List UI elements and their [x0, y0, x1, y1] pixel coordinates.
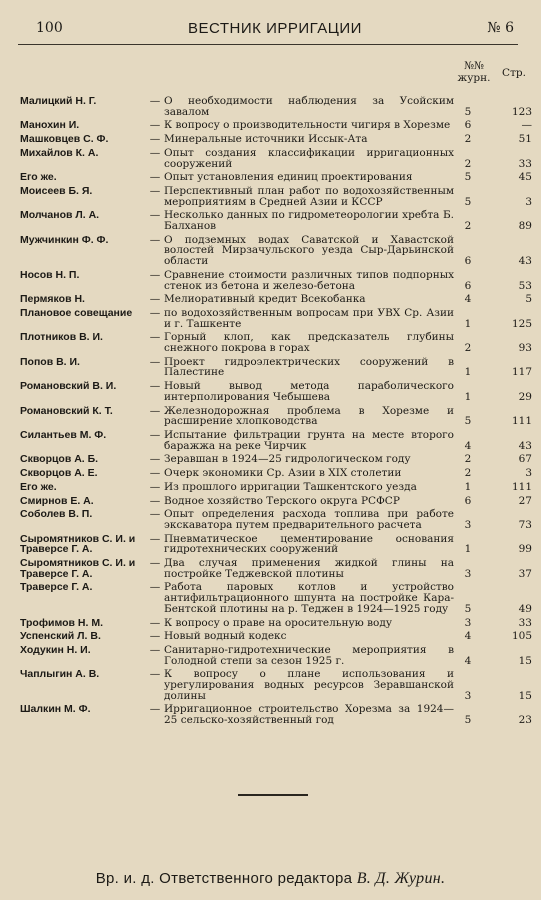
index-entry: [20, 534, 534, 555]
issue-number: № 6: [487, 20, 514, 36]
entry-issue: 2: [464, 157, 472, 170]
entry-issue: 2: [464, 467, 472, 480]
entry-issue: 1: [464, 366, 472, 379]
entry-dash: —: [149, 119, 161, 132]
entry-author: Пермяков Н.: [20, 293, 85, 306]
entry-page: 27: [518, 494, 532, 507]
entry-author: Соболев В. П.: [20, 508, 93, 521]
entry-dash: —: [149, 171, 161, 184]
entry-dash: —: [149, 95, 161, 107]
entry-issue: 3: [464, 616, 472, 629]
section-separator: [238, 794, 308, 796]
entry-dash: —: [149, 480, 161, 493]
entry-title: Железнодорожная проблема в Хорезме и расширение хлопководства: [164, 404, 454, 428]
entry-author: Моисеев Б. Я.: [20, 184, 93, 197]
index-entry: [20, 430, 534, 451]
entry-page: 53: [518, 279, 532, 292]
page-column-header: Стр.: [502, 67, 526, 79]
entry-author: Его же.: [20, 171, 57, 184]
entry-dash: —: [149, 146, 161, 159]
entry-dash: —: [149, 209, 161, 222]
entry-page: 125: [511, 317, 532, 330]
index-entry: [20, 496, 534, 507]
entry-title: Перспективный план работ по водохозяйственным мероприятиям в Средней Азии и КССР: [164, 184, 454, 208]
entry-title: О необходимости наблюдения за Усойским завалом: [164, 95, 454, 118]
entry-dash: —: [149, 703, 161, 716]
page-header: [36, 20, 514, 42]
entry-author: Сыромятников С. И. и Траверсе Г. А.: [20, 532, 136, 556]
entry-dash: —: [149, 293, 161, 306]
entry-page: 33: [518, 616, 532, 629]
index-entry: [20, 468, 534, 479]
entry-title: Ирригационное строительство Хорезма за 1924—25 сельско-хозяйственный год: [164, 703, 454, 727]
entry-author: Шалкин М. Ф.: [20, 703, 91, 716]
entry-dash: —: [149, 616, 161, 629]
entry-dash: —: [149, 532, 161, 545]
index-entry: [20, 631, 534, 642]
entry-dash: —: [149, 668, 161, 681]
entry-title: Опыт создания классификации ирригационных сооружений: [164, 146, 454, 170]
index-entry: [20, 406, 534, 427]
entry-issue: 2: [464, 453, 472, 466]
entry-issue: 4: [464, 439, 472, 452]
entry-author: Плотников В. И.: [20, 331, 103, 344]
index-entry: [20, 270, 534, 291]
entry-page: 73: [518, 518, 532, 531]
entry-author: Успенский Л. В.: [20, 630, 101, 643]
entry-title: Опыт определения расхода топлива при работе экскаватора путем предварительного расчета: [164, 508, 454, 531]
entry-issue: 1: [464, 480, 472, 493]
entry-issue: 4: [464, 293, 472, 306]
entry-author: Носов Н. П.: [20, 268, 80, 281]
entry-title: Очерк экономики Ср. Азии в XIX столетии: [164, 467, 402, 480]
index-entry: [20, 210, 534, 231]
entry-dash: —: [149, 233, 161, 246]
index-entries: [20, 96, 534, 729]
index-entry: [20, 148, 534, 169]
entry-title: Новый водный кодекс: [164, 630, 287, 643]
footer: [0, 870, 541, 888]
index-entry: [20, 357, 534, 378]
entry-author: Его же.: [20, 480, 57, 493]
index-entry: [20, 381, 534, 402]
entry-issue: 5: [464, 714, 472, 727]
entry-author: Манохин И.: [20, 119, 80, 132]
entry-title: Горный клоп, как предсказатель глубины снежного покрова в горах: [164, 331, 454, 355]
entry-author: Траверсе Г. А.: [20, 581, 93, 594]
entry-dash: —: [149, 306, 161, 319]
entry-page: 3: [525, 467, 532, 480]
page-number: 100: [36, 20, 63, 36]
entry-issue: 1: [464, 543, 472, 556]
index-entry: [20, 558, 534, 579]
index-entry: [20, 172, 534, 183]
index-entry: [20, 704, 534, 725]
entry-dash: —: [149, 557, 161, 570]
entry-dash: —: [149, 428, 161, 441]
entry-issue: 5: [464, 602, 472, 615]
entry-author: Михайлов К. А.: [20, 146, 99, 159]
entry-dash: —: [149, 643, 161, 656]
entry-title: Санитарно-гидротехнические мероприятия в Голодной степи за сезон 1925 г.: [164, 643, 454, 667]
entry-title: Пневматическое цементирование основания гидротехнических сооружений: [164, 532, 454, 556]
entry-author: Сыромятников С. И. и Траверсе Г. А.: [20, 557, 136, 580]
entry-issue: 1: [464, 390, 472, 403]
editor-name: В. Д. Журин.: [356, 870, 446, 887]
index-entry: [20, 509, 534, 530]
entry-title: К вопросу о праве на оросительную воду: [164, 616, 393, 629]
entry-page: 67: [518, 453, 532, 466]
entry-author: Мужчинкин Ф. Ф.: [20, 233, 109, 246]
index-entry: [20, 308, 534, 329]
entry-issue: 3: [464, 518, 472, 531]
entry-page: 29: [518, 390, 532, 403]
entry-author: Попов В. И.: [20, 355, 80, 368]
entry-page: 45: [518, 171, 532, 184]
entry-issue: 5: [464, 415, 472, 428]
entry-issue: 3: [464, 689, 472, 702]
entry-author: Трофимов Н. М.: [20, 616, 103, 629]
entry-issue: 5: [464, 171, 472, 184]
entry-title: Зеравшан в 1924—25 гидрологическом году: [164, 453, 411, 466]
entry-issue: 6: [464, 279, 472, 292]
index-entry: [20, 669, 534, 701]
entry-author: Ходукин Н. И.: [20, 643, 91, 656]
index-entry: [20, 582, 534, 614]
entry-issue: 3: [464, 567, 472, 580]
entry-dash: —: [149, 380, 161, 393]
entry-title: Несколько данных по гидрометеорологии хребта Б. Балханов: [164, 209, 454, 233]
entry-title: Опыт установления единиц проектирования: [164, 171, 413, 184]
index-entry: [20, 134, 534, 145]
entry-author: Малицкий Н. Г.: [20, 95, 97, 107]
entry-author: Машковцев С. Ф.: [20, 133, 109, 146]
issue-column-header: №№ журн.: [457, 60, 491, 84]
header-rule: [18, 44, 518, 45]
entry-page: 111: [511, 415, 532, 428]
entry-page: 3: [525, 195, 532, 208]
index-entry: [20, 618, 534, 629]
entry-title: Два случая применения жидкой глины на постройке Теджевской плотины: [164, 557, 454, 580]
entry-page: 51: [518, 133, 532, 146]
entry-dash: —: [149, 184, 161, 197]
entry-title: по водохозяйственным вопросам при УВХ Ср. Азии и г. Ташкенте: [164, 306, 454, 330]
entry-issue: 6: [464, 255, 472, 268]
entry-title: Мелиоративный кредит Всекобанка: [164, 293, 366, 306]
entry-title: Испытание фильтрации грунта на месте второго баражжа на реке Чирчик: [164, 428, 454, 452]
entry-dash: —: [149, 581, 161, 594]
entry-issue: 1: [464, 317, 472, 330]
entry-dash: —: [149, 268, 161, 281]
entry-page: 15: [518, 689, 532, 702]
entry-page: 111: [511, 480, 532, 493]
entry-page: 105: [511, 630, 532, 643]
entry-author: Романовский К. Т.: [20, 404, 113, 417]
entry-dash: —: [149, 494, 161, 507]
entry-author: Романовский В. И.: [20, 380, 117, 393]
entry-page: 49: [518, 602, 532, 615]
entry-page: 5: [525, 293, 532, 306]
entry-author: Молчанов Л. А.: [20, 209, 100, 222]
entry-author: Чаплыгин А. В.: [20, 668, 100, 681]
index-entry: [20, 120, 534, 131]
entry-dash: —: [149, 453, 161, 466]
entry-title: Минеральные источники Иссык-Ата: [164, 133, 368, 146]
entry-issue: 4: [464, 654, 472, 667]
entry-issue: 2: [464, 342, 472, 355]
entry-title: Водное хозяйство Терского округа РСФСР: [164, 494, 400, 507]
entry-dash: —: [149, 467, 161, 480]
entry-page: 123: [511, 105, 532, 118]
entry-page: —: [521, 119, 532, 132]
entry-page: 33: [518, 157, 532, 170]
entry-title: Проект гидроэлектрических сооружений в Палестине: [164, 355, 454, 379]
entry-title: Из прошлого ирригации Ташкентского уезда: [164, 480, 417, 493]
index-entry: [20, 96, 534, 117]
entry-page: 43: [518, 439, 532, 452]
entry-page: 89: [518, 220, 532, 233]
entry-issue: 4: [464, 630, 472, 643]
entry-author: Плановое совещание: [20, 306, 133, 319]
entry-dash: —: [149, 355, 161, 368]
entry-dash: —: [149, 630, 161, 643]
index-entry: [20, 482, 534, 493]
entry-page: 117: [511, 366, 532, 379]
index-entry: [20, 645, 534, 666]
index-entry: [20, 235, 534, 267]
entry-dash: —: [149, 331, 161, 344]
entry-author: Силантьев М. Ф.: [20, 428, 107, 441]
entry-author: Скворцов А. Б.: [20, 453, 99, 466]
entry-dash: —: [149, 133, 161, 146]
entry-author: Смирнов Е. А.: [20, 494, 94, 507]
entry-title: К вопросу о производительности чигиря в Хорезме: [164, 119, 451, 132]
entry-title: К вопросу о плане использования и урегулирования водных ресурсов Зеравшанской долины: [164, 668, 454, 702]
entry-issue: 6: [464, 494, 472, 507]
entry-issue: 5: [464, 105, 472, 118]
index-entry: [20, 332, 534, 353]
entry-title: Работа паровых котлов и устройство антифильтрационного шпунта на постройке Кара-Бентской плотины на р. Теджен в 1924—1925 году: [164, 581, 454, 615]
journal-title: ВЕСТНИК ИРРИГАЦИИ: [188, 20, 362, 37]
index-entry: [20, 294, 534, 305]
entry-dash: —: [149, 404, 161, 417]
entry-title: Сравнение стоимости различных типов подпорных стенок из бетона и железо-бетона: [164, 268, 454, 292]
entry-title: Новый вывод метода параболического интерполирования Чебышева: [164, 380, 454, 403]
entry-page: 15: [518, 654, 532, 667]
entry-issue: 2: [464, 220, 472, 233]
entry-issue: 6: [464, 119, 472, 132]
entry-page: 93: [518, 342, 532, 355]
entry-page: 99: [518, 543, 532, 556]
entry-issue: 2: [464, 133, 472, 146]
index-entry: [20, 454, 534, 465]
footer-prefix: Вр. и. д. Ответственного редактора: [95, 870, 353, 887]
entry-page: 43: [518, 255, 532, 268]
entry-author: Скворцов А. Е.: [20, 467, 98, 480]
entry-title: О подземных водах Саватской и Хавастской волостей Мирзачульского уезда Сыр-Дарьинской области: [164, 233, 454, 268]
entry-page: 23: [518, 714, 532, 727]
entry-dash: —: [149, 508, 161, 521]
entry-issue: 5: [464, 195, 472, 208]
entry-page: 37: [518, 567, 532, 580]
index-entry: [20, 186, 534, 207]
